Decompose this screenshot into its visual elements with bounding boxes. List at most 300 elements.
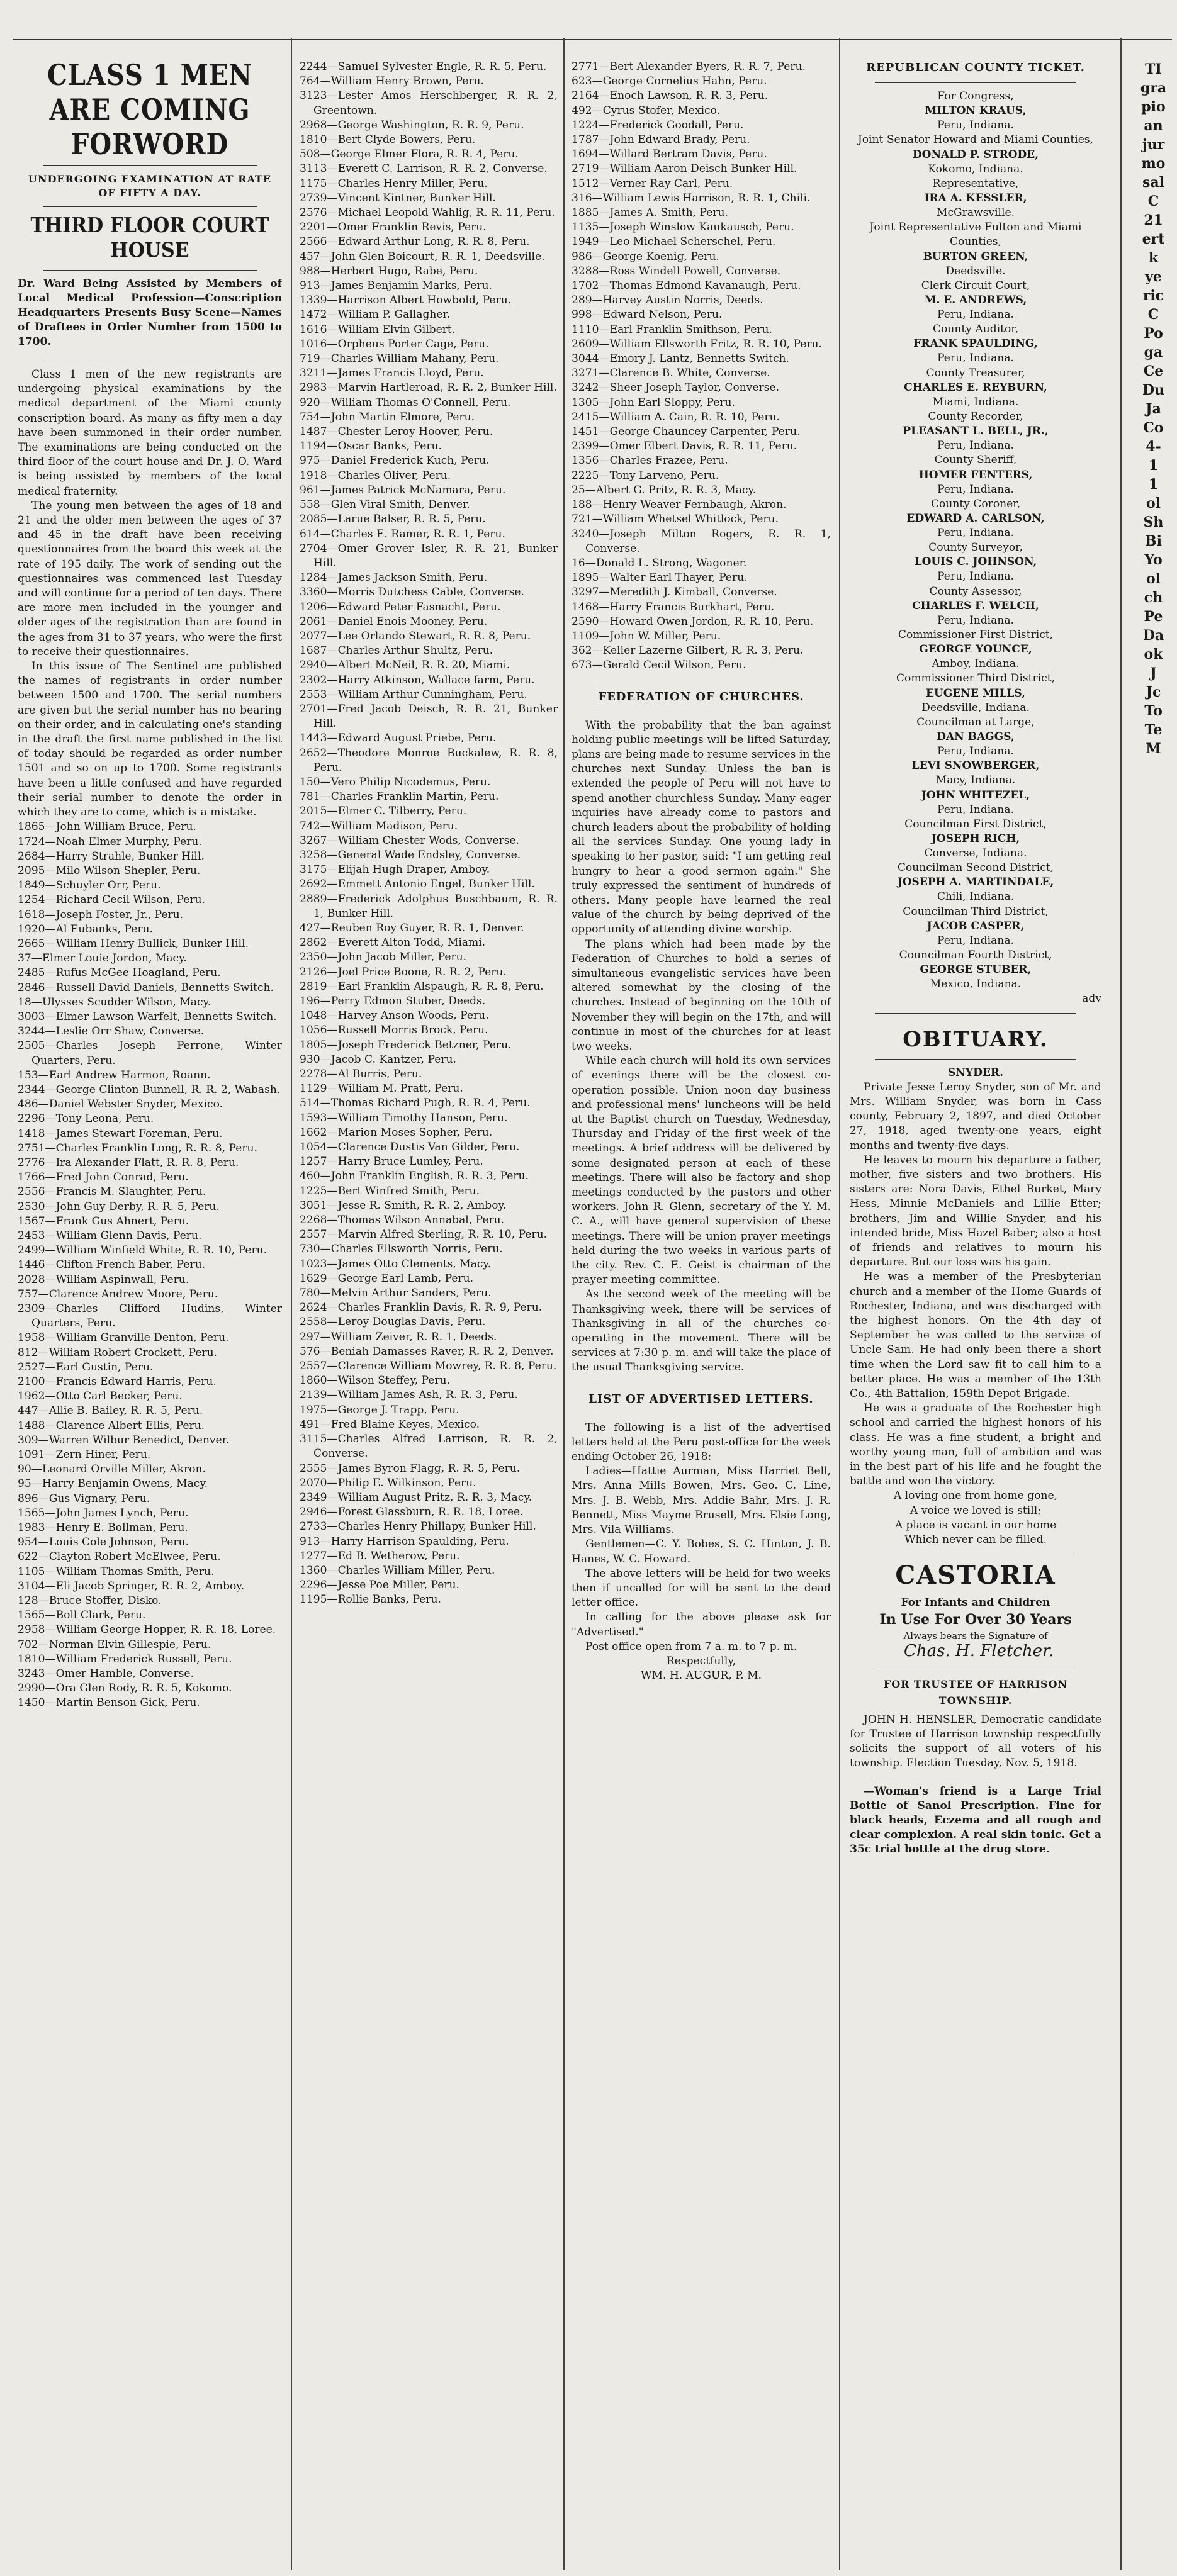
ticket-name: DONALD P. STRODE, [912, 148, 1039, 161]
draftee-entry: 754—John Martin Elmore, Peru. [300, 410, 475, 423]
draftee-entry: 196—Perry Edmon Stuber, Deeds. [300, 995, 486, 1007]
trustee-text: JOHN H. HENSLER, Democratic candidate for Trustee of Harrison township respectfully solicits the support of all voters of his township. Election Tuesday, Nov. 5, 1918. [850, 1713, 1101, 1770]
ticket-office: Councilman Fourth District, [899, 948, 1052, 961]
draftee-entry: 2889—Frederick Adolphus Buschbaum, R. R. 1, Bunker Hill. [300, 892, 558, 920]
draftee-entry: 558—Glen Viral Smith, Denver. [300, 498, 470, 512]
draftee-entry: 1277—Ed B. Wetherow, Peru. [300, 1549, 460, 1562]
draftee-entry: 153—Earl Andrew Harmon, Roann. [18, 1068, 211, 1082]
column-rule-1 [291, 38, 292, 2570]
draftee-entry: 896—Gus Vignary, Peru. [18, 1492, 150, 1505]
draftee-entry: 486—Daniel Webster Snyder, Mexico. [18, 1098, 223, 1111]
adv-mark: adv [1082, 992, 1101, 1005]
draftee-entry: 764—William Henry Brown, Peru. [300, 75, 484, 88]
draftee-entry: 95—Harry Benjamin Owens, Macy. [18, 1477, 208, 1491]
fragment-line: ric [1142, 288, 1164, 304]
draftee-entry: 1565—John James Lynch, Peru. [18, 1506, 189, 1520]
draftee-entry: 1618—Joseph Foster, Jr., Peru. [18, 908, 184, 921]
fragment-line: Ja [1146, 401, 1161, 417]
column-rule-3 [839, 38, 840, 2570]
divider [43, 206, 257, 207]
ticket-place: Peru, Indiana. [937, 570, 1014, 583]
draftee-entry: 1206—Edward Peter Fasnacht, Peru. [300, 600, 501, 613]
draftee-entry: 1224—Frederick Goodall, Peru. [572, 118, 744, 132]
ticket-name: GEORGE YOUNCE, [919, 643, 1032, 656]
ticket-office: Representative, [932, 177, 1019, 190]
ticket-office: County Sheriff, [934, 454, 1017, 467]
ticket-name: HOMER FENTERS, [918, 468, 1033, 481]
ticket-name: M. E. ANDREWS, [924, 294, 1027, 307]
draftee-entry: 3240—Joseph Milton Rogers, R. R. 1, Converse. [572, 527, 831, 555]
divider [43, 270, 257, 271]
draftee-entry: 2344—George Clinton Bunnell, R. R. 2, Wabash. [18, 1083, 281, 1096]
draftee-entry: 781—Charles Franklin Martin, Peru. [300, 790, 499, 804]
draftee-entry: 1450—Martin Benson Gick, Peru. [18, 1696, 200, 1710]
draftee-entry: 2819—Earl Franklin Alspaugh, R. R. 8, Peru. [300, 980, 544, 993]
draftee-entry: 2015—Elmer C. Tilberry, Peru. [300, 805, 467, 818]
ticket-name: CHARLES F. WELCH, [912, 599, 1039, 612]
ticket-place: Converse, Indiana. [924, 846, 1027, 860]
ticket-office: County Surveyor, [928, 541, 1023, 554]
draftee-entry: 1512—Verner Ray Carl, Peru. [572, 177, 733, 190]
draftee-entry: 1446—Clifton French Baber, Peru. [18, 1258, 206, 1272]
paragraph: He leaves to mourn his departure a father, mother, five sisters and two brothers. His sisters are: Nora Davis, Ethel Burket, Mary Hess, Minnie McDaniels and Lillie Etter; brothers, Jim and Willie Snyder, and his intended bride, Miss Hazel Baber; also a host of friends and relatives to mourn his departure. But our loss was his gain. [850, 1153, 1101, 1269]
draftee-entry: 1918—Charles Oliver, Peru. [300, 469, 451, 482]
ticket-name: LEVI SNOWBERGER, [911, 759, 1040, 773]
ticket-name: EUGENE MILLS, [926, 686, 1025, 700]
draftee-entry: 954—Louis Cole Johnson, Peru. [18, 1536, 189, 1549]
draftee-entry: 1810—William Frederick Russell, Peru. [18, 1652, 232, 1666]
ticket-place: Deedsville, Indiana. [921, 701, 1030, 714]
draftee-entry: 1091—Zern Hiner, Peru. [18, 1448, 151, 1462]
ticket-place: Kokomo, Indiana. [928, 162, 1023, 176]
paragraph: Gentlemen—C. Y. Bobes, S. C. Hinton, J. B. Hanes, W. C. Howard. [572, 1538, 831, 1565]
ticket-place: Peru, Indiana. [937, 803, 1014, 816]
castoria-signature: Chas. H. Fletcher. [904, 1641, 1054, 1660]
draftee-entry: 37—Elmer Louie Jordon, Macy. [18, 952, 187, 965]
castoria-line3: Always bears the Signature of [903, 1630, 1048, 1642]
draftee-entry: 1105—William Thomas Smith, Peru. [18, 1565, 215, 1578]
ticket-title: REPUBLICAN COUNTY TICKET. [866, 61, 1085, 74]
fragment-line: ol [1146, 495, 1161, 512]
ticket-name: BURTON GREEN, [923, 250, 1028, 263]
fragment-line: Ce [1143, 363, 1164, 379]
divider [43, 165, 257, 166]
draftee-entry: 1810—Bert Clyde Bowers, Peru. [300, 133, 476, 147]
draftee-entry: 128—Bruce Stoffer, Disko. [18, 1594, 162, 1608]
ticket-place: Chili, Indiana. [937, 890, 1015, 904]
ticket-place: Peru, Indiana. [937, 119, 1014, 132]
draftee-entry: 1225—Bert Winfred Smith, Peru. [300, 1184, 480, 1197]
draftee-entry: 2085—Larue Balser, R. R. 5, Peru. [300, 513, 486, 526]
draftee-entry: 2556—Francis M. Slaughter, Peru. [18, 1185, 206, 1199]
draftee-entry: 2609—William Ellsworth Fritz, R. R. 10, Peru. [572, 337, 822, 350]
draftee-entry: 1885—James A. Smith, Peru. [572, 206, 728, 220]
column-1 [18, 60, 282, 2563]
draftee-entry: 1694—Willard Bertram Davis, Peru. [572, 148, 767, 161]
ticket-place: Peru, Indiana. [937, 352, 1014, 365]
draftee-entry: 2415—William A. Cain, R. R. 10, Peru. [572, 410, 780, 423]
draftee-entry: 1724—Noah Elmer Murphy, Peru. [18, 835, 202, 848]
fragment-line: J [1150, 665, 1157, 681]
ticket-name: PLEASANT L. BELL, JR., [903, 425, 1049, 438]
deck: Dr. Ward Being Assisted by Members of Local Medical Profession—Conscription Headquarters Presents Busy Scene—Names of Draftees in Order Number from 1500 to 1700. [18, 277, 282, 348]
fragment-line: Du [1142, 382, 1165, 398]
draftee-entry: 2684—Harry Strahle, Bunker Hill. [18, 849, 205, 863]
fragment-line: Te [1144, 722, 1163, 738]
draftee-entry: 2862—Everett Alton Todd, Miami. [300, 936, 486, 949]
draftee-entry: 2990—Ora Glen Rody, R. R. 5, Kokomo. [18, 1682, 232, 1695]
draftee-entry: 362—Keller Lazerne Gilbert, R. R. 3, Peru. [572, 644, 804, 658]
fragment-line: C [1147, 193, 1159, 210]
draftee-entry: 25—Albert G. Pritz, R. R. 3, Macy. [572, 483, 757, 496]
ticket-list [850, 89, 1101, 992]
draftee-entry: 2126—Joel Price Boone, R. R. 2, Peru. [300, 965, 507, 978]
draftee-entry: 1687—Charles Arthur Shultz, Peru. [300, 644, 493, 658]
draftee-entry: 2968—George Washington, R. R. 9, Peru. [300, 118, 524, 132]
draftee-entry: 3211—James Francis Lloyd, Peru. [300, 367, 484, 380]
castoria-title: CASTORIA [895, 1560, 1056, 1591]
draftee-list [18, 820, 282, 1710]
draftee-entry: 514—Thomas Richard Pugh, R. R. 4, Peru. [300, 1097, 531, 1110]
draftee-entry: 1865—John William Bruce, Peru. [18, 820, 196, 834]
obituary-body [850, 1080, 1101, 1489]
draftee-entry: 920—William Thomas O'Connell, Peru. [300, 396, 511, 409]
draftee-list [572, 60, 831, 673]
paragraph: The above letters will be held for two weeks then if uncalled for will be sent to the dead letter office. [572, 1567, 831, 1610]
paragraph: He was a graduate of the Rochester high school and carried the highest honors of his class. He was a fine student, a bright and worthy young man, full of ambition and was in the best part of his life and he fought the battle and won the victory. [850, 1402, 1101, 1488]
letters-closing: Respectfully, [666, 1654, 736, 1667]
draftee-entry: 623—George Cornelius Hahn, Peru. [572, 75, 767, 88]
draftee-entry: 702—Norman Elvin Gillespie, Peru. [18, 1638, 211, 1651]
ticket-name: DAN BAGGS, [937, 731, 1015, 744]
fragment-line: 1 [1148, 457, 1159, 474]
fragment-line: an [1144, 118, 1163, 134]
obituary-title: OBITUARY. [903, 1026, 1049, 1052]
draftee-entry: 2983—Marvin Hartleroad, R. R. 2, Bunker Hill. [300, 381, 557, 395]
draftee-entry: 2164—Enoch Lawson, R. R. 3, Peru. [572, 89, 769, 103]
ticket-place: Macy, Indiana. [935, 774, 1016, 787]
ticket-office: County Treasurer, [926, 366, 1025, 379]
subhead-court-house: THIRD FLOOR COURT HOUSE [30, 213, 269, 263]
draftee-entry: 2946—Forest Glassburn, R. R. 18, Loree. [300, 1506, 524, 1519]
draftee-entry: 3003—Elmer Lawson Warfelt, Bennetts Switch. [18, 1010, 277, 1023]
column-4 [850, 60, 1101, 2563]
poem-line: A place is vacant in our home [894, 1518, 1057, 1532]
ticket-name: JOHN WHITEZEL, [921, 788, 1030, 802]
draftee-entry: 673—Gerald Cecil Wilson, Peru. [572, 659, 746, 672]
fragment-line: To [1144, 703, 1163, 719]
column-5-fragment [1130, 60, 1177, 2563]
draftee-entry: 1488—Clarence Albert Ellis, Peru. [18, 1419, 205, 1432]
draftee-entry: 2244—Samuel Sylvester Engle, R. R. 5, Peru. [300, 60, 547, 73]
draftee-entry: 2302—Harry Atkinson, Wallace farm, Peru. [300, 673, 535, 686]
ticket-name: JACOB CASPER, [926, 919, 1025, 932]
federation-body [572, 719, 831, 1375]
sanol-ad: —Woman's friend is a Large Trial Bottle of Sanol Prescription. Fine for black heads, Eczema and all rough and clear complexion. A real skin tonic. Get a 35c trial bottle at the drug store. [850, 1784, 1101, 1856]
fragment-line: M [1146, 741, 1161, 757]
ticket-name: GEORGE STUBER, [920, 963, 1032, 977]
ticket-name: FRANK SPAULDING, [913, 337, 1038, 350]
obituary-poem [850, 1489, 1101, 1547]
draftee-entry: 2499—William Winfield White, R. R. 10, Peru. [18, 1244, 268, 1257]
draftee-entry: 1895—Walter Earl Thayer, Peru. [572, 571, 748, 585]
divider [875, 1013, 1076, 1014]
ticket-name: CHARLES E. REYBURN, [904, 381, 1047, 394]
draftee-entry: 1920—Al Eubanks, Peru. [18, 922, 153, 936]
draftee-entry: 491—Fred Blaine Keyes, Mexico. [300, 1418, 480, 1431]
ticket-place: Deedsville. [945, 264, 1006, 277]
paragraph: As the second week of the meeting will be Thanksgiving week, there will be services of Thanksgiving in all of the churches co-operating in the movement. There will be services at 7:30 p. m. and will take the place of the usual Thanksgiving service. [572, 1288, 831, 1374]
federation-title: FEDERATION OF CHURCHES. [598, 690, 804, 703]
ticket-office: For Congress, [937, 90, 1014, 103]
fragment-line: C [1147, 306, 1159, 323]
draftee-entry: 2453—William Glenn Davis, Peru. [18, 1229, 202, 1242]
fragment-line: gra [1140, 80, 1167, 96]
draftee-entry: 1487—Chester Leroy Hoover, Peru. [300, 425, 493, 439]
draftee-entry: 1958—William Granville Denton, Peru. [18, 1331, 229, 1345]
cut-off-text [1130, 60, 1177, 758]
fragment-line: ch [1144, 590, 1163, 606]
draftee-entry: 2296—Tony Leona, Peru. [18, 1112, 154, 1126]
ticket-office: Councilman Second District, [897, 861, 1054, 875]
ticket-office: Commissioner Third District, [896, 672, 1056, 685]
draftee-entry: 913—James Benjamin Marks, Peru. [300, 279, 492, 293]
draftee-entry: 1048—Harvey Anson Woods, Peru. [300, 1009, 489, 1022]
draftee-entry: 1023—James Otto Clements, Macy. [300, 1257, 492, 1270]
fragment-line: Yo [1144, 552, 1163, 568]
draftee-entry: 1129—William M. Pratt, Peru. [300, 1082, 463, 1095]
divider [875, 1059, 1076, 1060]
headline: CLASS 1 MEN ARE COMING FORWORD [47, 60, 252, 162]
draftee-entry: 2846—Russell David Daniels, Bennetts Switch. [18, 981, 274, 994]
ticket-place: Peru, Indiana. [937, 308, 1014, 322]
draftee-entry: 3113—Everett C. Larrison, R. R. 2, Converse. [300, 162, 548, 176]
draftee-entry: 2553—William Arthur Cunningham, Peru. [300, 688, 527, 701]
draftee-entry: 780—Melvin Arthur Sanders, Peru. [300, 1287, 492, 1300]
draftee-entry: 1860—Wilson Steffey, Peru. [300, 1374, 450, 1387]
ticket-place: Peru, Indiana. [937, 527, 1014, 540]
ticket-office: Councilman First District, [904, 817, 1047, 831]
draftee-entry: 988—Herbert Hugo, Rabe, Peru. [300, 264, 478, 277]
draftee-entry: 1472—William P. Gallagher. [300, 308, 451, 322]
draftee-entry: 3051—Jesse R. Smith, R. R. 2, Amboy. [300, 1199, 507, 1212]
draftee-entry: 1254—Richard Cecil Wilson, Peru. [18, 893, 205, 907]
draftee-entry: 2309—Charles Clifford Hudins, Winter Quarters, Peru. [18, 1302, 282, 1330]
draftee-entry: 1849—Schuyler Orr, Peru. [18, 879, 161, 892]
draftee-entry: 2719—William Aaron Deisch Bunker Hill. [572, 162, 797, 176]
draftee-entry: 730—Charles Ellsworth Norris, Peru. [300, 1243, 503, 1256]
draftee-entry: 1787—John Edward Brady, Peru. [572, 133, 750, 147]
draftee-entry: 289—Harvey Austin Norris, Deeds. [572, 294, 763, 307]
ticket-office: County Coroner, [930, 497, 1021, 510]
ticket-place: Peru, Indiana. [937, 934, 1014, 947]
draftee-entry: 18—Ulysses Scudder Wilson, Macy. [18, 995, 211, 1009]
draftee-entry: 1702—Thomas Edmond Kavanaugh, Peru. [572, 279, 801, 293]
draftee-entry: 2555—James Byron Flagg, R. R. 5, Peru. [300, 1462, 521, 1475]
draftee-entry: 2771—Bert Alexander Byers, R. R. 7, Peru. [572, 60, 806, 73]
draftee-entry: 2776—Ira Alexander Flatt, R. R. 8, Peru. [18, 1156, 239, 1169]
draftee-entry: 1135—Joseph Winslow Kaukausch, Peru. [572, 221, 794, 234]
paragraph: In calling for the above please ask for "Advertised." [572, 1611, 831, 1638]
draftee-entry: 2701—Fred Jacob Deisch, R. R. 21, Bunker Hill. [300, 702, 558, 731]
fragment-line: Da [1142, 627, 1164, 644]
ticket-office: Councilman Third District, [903, 905, 1049, 918]
draftee-entry: 2652—Theodore Monroe Buckalew, R. R. 8, Peru. [300, 746, 558, 774]
fragment-line: 1 [1148, 476, 1159, 493]
poem-line: A loving one from home gone, [893, 1489, 1058, 1503]
draftee-entry: 2399—Omer Elbert Davis, R. R. 11, Peru. [572, 440, 797, 453]
draftee-entry: 2665—William Henry Bullick, Bunker Hill. [18, 937, 249, 950]
draftee-list [300, 60, 558, 1608]
draftee-entry: 2739—Vincent Kintner, Bunker Hill. [300, 191, 496, 204]
fragment-line: ol [1146, 571, 1161, 587]
draftee-entry: 576—Beniah Damasses Raver, R. R. 2, Denver. [300, 1345, 554, 1358]
draftee-entry: 3258—General Wade Endsley, Converse. [300, 848, 521, 861]
fragment-line: 4- [1146, 439, 1161, 455]
draftee-entry: 90—Leonard Orville Miller, Akron. [18, 1463, 206, 1476]
ticket-place: Peru, Indiana. [937, 745, 1014, 758]
draftee-entry: 1339—Harrison Albert Howbold, Peru. [300, 294, 512, 307]
draftee-entry: 1468—Harry Francis Burkhart, Peru. [572, 600, 775, 613]
draftee-entry: 1565—Boll Clark, Peru. [18, 1609, 146, 1622]
ticket-place: Miami, Indiana. [932, 395, 1019, 408]
draftee-entry: 3104—Eli Jacob Springer, R. R. 2, Amboy. [18, 1579, 245, 1593]
fragment-line: sal [1142, 174, 1164, 191]
draftee-entry: 508—George Elmer Flora, R. R. 4, Peru. [300, 148, 519, 161]
fragment-line: ok [1144, 646, 1163, 663]
draftee-entry: 1195—Rollie Banks, Peru. [300, 1593, 441, 1606]
draftee-entry: 1305—John Earl Sloppy, Peru. [572, 396, 736, 409]
draftee-entry: 2201—Omer Franklin Revis, Peru. [300, 221, 487, 234]
draftee-entry: 975—Daniel Frederick Kuch, Peru. [300, 454, 490, 468]
column-rule-4 [1120, 38, 1122, 2570]
draftee-entry: 2940—Albert McNeil, R. R. 20, Miami. [300, 659, 510, 672]
draftee-entry: 1616—William Elvin Gilbert. [300, 323, 456, 336]
fragment-line: TI [1145, 61, 1162, 77]
draftee-entry: 1975—George J. Trapp, Peru. [300, 1403, 459, 1416]
top-rule [13, 39, 1172, 40]
paragraph: Class 1 men of the new registrants are undergoing physical examinations by the medical department of the Miami county conscription board. As many as fifty men a day have been summoned in their order number. The examinations are being conducted on the third floor of the court house and Dr. J. O. Ward is being assisted by members of the local medical fraternity. [18, 368, 282, 498]
draftee-entry: 1962—Otto Carl Becker, Peru. [18, 1390, 183, 1403]
fragment-line: Jc [1146, 684, 1161, 700]
draftee-entry: 2077—Lee Orlando Stewart, R. R. 8, Peru. [300, 629, 531, 642]
draftee-entry: 930—Jacob C. Kantzer, Peru. [300, 1053, 456, 1066]
castoria-line1: For Infants and Children [901, 1596, 1050, 1610]
draftee-entry: 1949—Leo Michael Scherschel, Peru. [572, 235, 776, 249]
draftee-entry: 1194—Oscar Banks, Peru. [300, 440, 442, 453]
ticket-place: Peru, Indiana. [937, 439, 1014, 452]
draftee-entry: 3360—Morris Dutchess Cable, Converse. [300, 586, 524, 599]
fragment-line: k [1148, 250, 1159, 266]
ticket-office: Joint Senator Howard and Miami Counties, [857, 133, 1094, 147]
draftee-entry: 1257—Harry Bruce Lumley, Peru. [300, 1155, 483, 1168]
draftee-entry: 2590—Howard Owen Jordon, R. R. 10, Peru. [572, 615, 814, 628]
draftee-entry: 150—Vero Philip Nicodemus, Peru. [300, 775, 491, 788]
draftee-entry: 1443—Edward August Priebe, Peru. [300, 732, 497, 745]
draftee-entry: 2278—Al Burris, Peru. [300, 1068, 422, 1081]
ticket-office: County Recorder, [928, 410, 1023, 423]
column-rule-2 [563, 38, 565, 2570]
draftee-entry: 3123—Lester Amos Herschberger, R. R. 2, Greentown. [300, 89, 558, 117]
draftee-entry: 457—John Glen Boicourt, R. R. 1, Deedsville. [300, 250, 545, 263]
draftee-entry: 2485—Rufus McGee Hoagland, Peru. [18, 966, 221, 980]
draftee-entry: 2505—Charles Joseph Perrone, Winter Quarters, Peru. [18, 1039, 282, 1067]
draftee-entry: 2576—Michael Leopold Wahlig, R. R. 11, Peru. [300, 206, 555, 220]
draftee-entry: 986—George Koenig, Peru. [572, 250, 719, 263]
ticket-office: County Assessor, [929, 585, 1022, 598]
paragraph: Ladies—Hattie Aurman, Miss Harriet Bell, Mrs. Anna Mills Bowen, Mrs. Geo. C. Line, Mrs. J. B. Webb, Mrs. Addie Bahr, Mrs. J. R. Bennett, Miss Mayme Brusell, Mrs. Elsie Long, Mrs. Vila Williams. [572, 1465, 831, 1537]
fragment-line: Po [1144, 325, 1163, 342]
draftee-entry: 492—Cyrus Stofer, Mexico. [572, 104, 721, 117]
draftee-entry: 427—Reuben Roy Guyer, R. R. 1, Denver. [300, 921, 524, 934]
fragment-line: 21 [1144, 212, 1163, 228]
draftee-entry: 1451—George Chauncey Carpenter, Peru. [572, 425, 801, 439]
draftee-entry: 614—Charles E. Ramer, R. R. 1, Peru. [300, 527, 505, 540]
draftee-entry: 2527—Earl Gustin, Peru. [18, 1360, 154, 1374]
ticket-office: Joint Representative Fulton and Miami Counties, [869, 221, 1082, 249]
paragraph: While each church will hold its own services of evenings there will be the closest co-operation possible. Union noon day business and professional mens' luncheons will be held at the Baptist church on Tuesday, Wednesday, Thursday and Friday of the first week of the meetings. A brief address will be delivered by some designated person at each of these meetings. There will also be factory and shop meetings conducted by the pastors and other workers. John R. Glenn, secretary of the Y. M. C. A., will have general supervision of these meetings. There will be union prayer meetings held during the two weeks in various parts of the city. Rev. C. E. Geist is chairman of the prayer meeting committee. [572, 1055, 831, 1287]
paragraph: In this issue of The Sentinel are published the names of registrants in order number between 1500 and 1700. The serial numbers are given but the serial number has no bearing on their order, and in calculating one's standing in the draft the first name published in the list of today should be regarded as order number 1501 and so on up to 1700. Some registrants have been a little confused and have regarded their serial number to denote the order in which they are to come, which is a mistake. [18, 660, 282, 819]
ticket-office: County Auditor, [933, 323, 1018, 336]
draftee-entry: 757—Clarence Andrew Moore, Peru. [18, 1287, 218, 1301]
draftee-entry: 2624—Charles Franklin Davis, R. R. 9, Peru. [300, 1301, 543, 1314]
castoria-line2: In Use For Over 30 Years [879, 1611, 1072, 1628]
letters-title: LIST OF ADVERTISED LETTERS. [588, 1392, 814, 1406]
poem-line: Which never can be filled. [904, 1533, 1047, 1547]
draftee-entry: 2061—Daniel Enois Mooney, Peru. [300, 615, 488, 628]
fragment-line: ye [1145, 269, 1162, 285]
draftee-entry: 1418—James Stewart Foreman, Peru. [18, 1127, 223, 1140]
draftee-entry: 3243—Omer Hamble, Converse. [18, 1667, 194, 1681]
draftee-entry: 1175—Charles Henry Miller, Peru. [300, 177, 488, 190]
ticket-name: JOSEPH RICH, [931, 832, 1020, 845]
column-2 [300, 60, 558, 2563]
draftee-entry: 2350—John Jacob Miller, Peru. [300, 951, 467, 964]
draftee-entry: 1356—Charles Frazee, Peru. [572, 454, 728, 468]
ticket-name: JOSEPH A. MARTINDALE, [897, 876, 1054, 889]
paragraph: He was a member of the Presbyterian church and a member of the Home Guards of Rochester, Indiana, and was discharged with the highest honors. On the 4th day of September he was called to the service of Uncle Sam. He had only been there a short time when the Lord saw fit to call him to a better place. He was a member of the 13th Co., 4th Battalion, 159th Depot Brigade. [850, 1270, 1101, 1400]
draftee-entry: 2268—Thomas Wilson Annabal, Peru. [300, 1214, 505, 1227]
draftee-entry: 2566—Edward Arthur Long, R. R. 8, Peru. [300, 235, 530, 249]
draftee-entry: 2704—Omer Grover Isler, R. R. 21, Bunker Hill. [300, 542, 558, 569]
paragraph: The young men between the ages of 18 and 21 and the older men between the ages of 37 and 45 in the draft have been receiving questionnaires from the board this week at the rate of 195 daily. The work of sending out the questionnaires was commenced last Tuesday and will continue for a period of ten days. There are more men included in the younger and older ages of the registration than are found in the ages from 31 to 37 years, who were the first to receive their questionnaires. [18, 499, 282, 658]
draftee-entry: 1593—William Timothy Hanson, Peru. [300, 1111, 508, 1124]
draftee-entry: 1284—James Jackson Smith, Peru. [300, 571, 488, 585]
ticket-office: Clerk Circuit Court, [921, 279, 1030, 292]
paragraph: Post office open from 7 a. m. to 7 p. m. [585, 1640, 797, 1653]
draftee-entry: 316—William Lewis Harrison, R. R. 1, Chili. [572, 191, 811, 204]
draftee-entry: 812—William Robert Crockett, Peru. [18, 1346, 218, 1359]
draftee-entry: 998—Edward Nelson, Peru. [572, 308, 723, 322]
draftee-entry: 1662—Marion Moses Sopher, Peru. [300, 1126, 493, 1139]
fragment-line: Co [1143, 420, 1164, 436]
draftee-entry: 3244—Leslie Orr Shaw, Converse. [18, 1025, 205, 1038]
draftee-entry: 1567—Frank Gus Ahnert, Peru. [18, 1214, 189, 1228]
draftee-entry: 16—Donald L. Strong, Wagoner. [572, 556, 747, 569]
draftee-entry: 3115—Charles Alfred Larrison, R. R. 2, Converse. [300, 1433, 558, 1460]
draftee-entry: 2070—Philip E. Wilkinson, Peru. [300, 1476, 476, 1489]
fragment-line: pio [1141, 99, 1166, 115]
ticket-office: Commissioner First District, [898, 629, 1054, 642]
letters-signer: WM. H. AUGUR, P. M. [640, 1669, 762, 1683]
draftee-entry: 622—Clayton Robert McElwee, Peru. [18, 1550, 221, 1564]
letters-body [572, 1421, 831, 1654]
draftee-entry: 3242—Sheer Joseph Taylor, Converse. [572, 381, 780, 395]
draftee-entry: 297—William Zeiver, R. R. 1, Deeds. [300, 1330, 497, 1343]
ticket-place: Peru, Indiana. [937, 483, 1014, 496]
ticket-place: Mexico, Indiana. [930, 978, 1022, 991]
ticket-name: EDWARD A. CARLSON, [906, 512, 1045, 525]
